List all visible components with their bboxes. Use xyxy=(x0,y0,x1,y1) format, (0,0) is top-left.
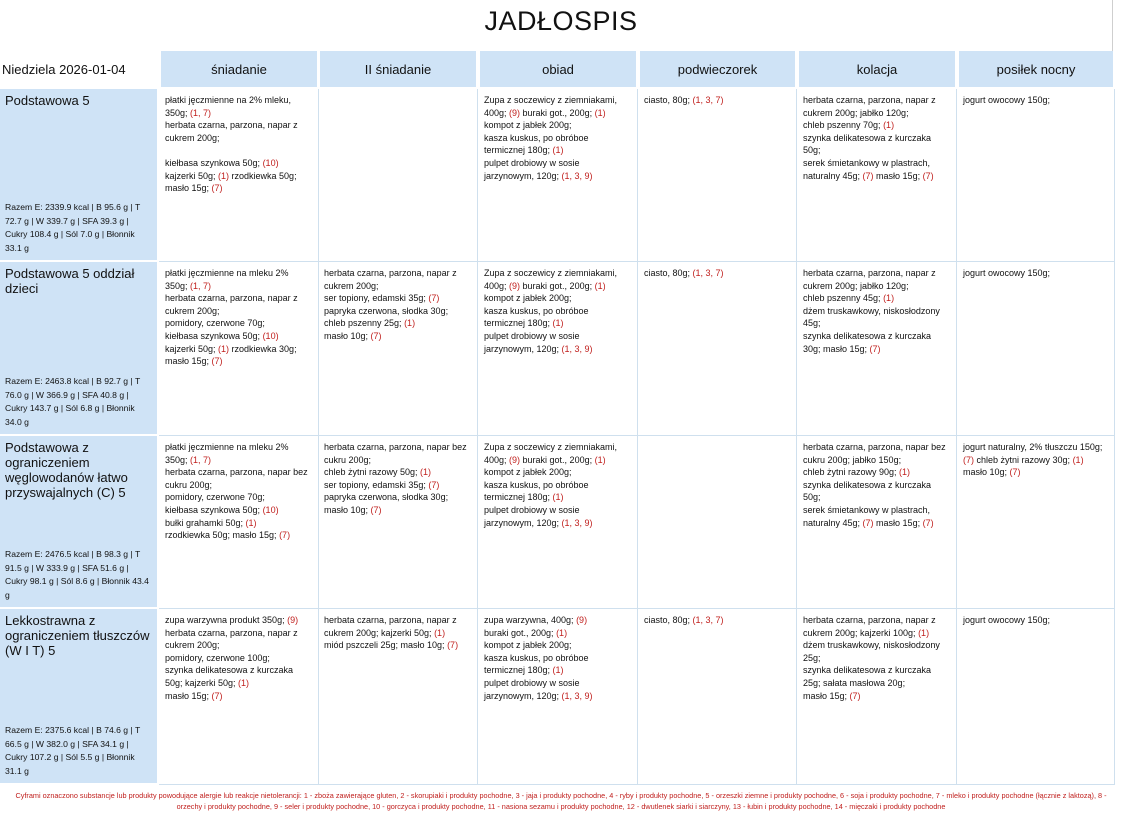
meal-cell-sniadanie xyxy=(159,262,319,436)
meal-cell-ii-sniadanie xyxy=(318,262,478,436)
allergen-codes: (7) xyxy=(862,517,874,528)
column-header-ii-sniadanie: II śniadanie xyxy=(318,51,478,87)
column-header-posilek-nocny: posiłek nocny xyxy=(957,51,1115,87)
allergen-codes: (10) xyxy=(262,504,279,515)
meal-cell-ii-sniadanie xyxy=(318,609,478,785)
meal-item-text: masło 10g; xyxy=(324,330,369,341)
allergen-codes: (1) xyxy=(552,492,564,503)
meal-cell-sniadanie xyxy=(159,436,319,609)
meal-item-text: kajzerki 50g; xyxy=(165,170,216,181)
meal-item-text: jogurt owocowy 150g; xyxy=(963,268,1051,278)
meal-item-text: miód pszczeli 25g; masło 10g; xyxy=(324,640,445,651)
allergen-codes: (7) xyxy=(447,640,459,651)
meal-item-text: masło 15g; xyxy=(873,517,923,528)
meal-cell-obiad xyxy=(478,262,638,436)
meal-cell-kolacja xyxy=(797,262,957,436)
nutrition-summary: Razem E: 2375.6 kcal | B 74.6 g | T 66.5 g | W 382.0 g | SFA 34.1 g | Cukry 107.2 g | Sól 5.5 g | Błonnik 31.1 g xyxy=(5,725,141,776)
meal-cell-kolacja xyxy=(797,609,957,785)
allergen-codes: (7) xyxy=(1009,467,1021,478)
page-title: JADŁOSPIS xyxy=(484,6,638,36)
allergen-codes: (1) xyxy=(594,454,606,465)
meal-item-text: kompot z jabłek 200g; kasza kuskus, po obróboe termicznej 180g; xyxy=(484,467,589,503)
meal-item-text: ciasto, 80g; xyxy=(644,615,693,625)
meal-item-text: płatki jęczmienne na mleku 2% 350g; xyxy=(165,442,289,465)
allergen-codes: (1, 3, 9) xyxy=(561,343,593,354)
meal-item-text: herbata czarna, parzona, napar z cukrem 200g; kajzerki 50g; xyxy=(324,615,457,638)
allergen-codes: (10) xyxy=(262,157,279,168)
meal-item-text: Zupa z soczewicy z ziemniakami, 400g; xyxy=(484,442,618,465)
allergen-codes: (1) xyxy=(594,280,606,291)
allergen-codes: (1) xyxy=(552,665,564,676)
allergen-codes: (7) xyxy=(963,454,974,465)
allergen-codes: (7) xyxy=(922,170,934,181)
meal-cell-ii-sniadanie xyxy=(318,89,478,262)
meal-cell-obiad xyxy=(478,609,638,785)
column-header-podwieczorek: podwieczorek xyxy=(638,51,797,87)
allergen-codes: (1) xyxy=(245,517,257,528)
meal-item-text: kajzerki 50g; xyxy=(165,343,216,354)
nutrition-summary: Razem E: 2463.8 kcal | B 92.7 g | T 76.0 g | W 366.9 g | SFA 40.8 g | Cukry 143.7 g | Sól 6.8 g | Błonnik 34.0 g xyxy=(5,376,141,427)
allergen-codes: (1) xyxy=(420,467,432,478)
allergen-codes: (1) xyxy=(552,145,564,156)
allergen-codes: (7) xyxy=(211,183,223,194)
meal-item-text: masło 10g; xyxy=(963,467,1010,478)
meal-item-text: kompot z jabłek 200g; kasza kuskus, po obróboe termicznej 180g; xyxy=(484,293,589,329)
meal-cell-posilek-nocny xyxy=(957,609,1115,785)
meal-item-text: pulpet drobiowy w sosie jarzynowym, 120g; xyxy=(484,504,580,528)
allergen-codes: (1) xyxy=(238,677,250,688)
diet-row-header xyxy=(0,89,157,260)
allergen-codes: (1) xyxy=(218,170,230,181)
allergen-codes: (1) xyxy=(899,467,911,478)
allergen-codes: (9) xyxy=(287,615,299,625)
meal-cell-sniadanie xyxy=(159,609,319,785)
meal-item-text: herbata czarna, parzona, napar bez cukru 200g; chleb żytni razowy 50g; xyxy=(324,442,467,478)
meal-item-text: ciasto, 80g; xyxy=(644,95,693,105)
meal-cell-posilek-nocny xyxy=(957,89,1115,262)
allergen-codes: (7) xyxy=(428,479,440,490)
meal-item-text: kompot z jabłek 200g; kasza kuskus, po obróboe termicznej 180g; xyxy=(484,120,589,156)
diet-name: Podstawowa 5 xyxy=(5,93,90,108)
meal-item-text: buraki got., 200g; xyxy=(520,107,595,118)
meal-item-text: ser topiony, edamski 35g; xyxy=(324,479,426,490)
meal-item-text: rzodkiewka 50g; masło 15g; xyxy=(165,530,277,541)
diet-row-header xyxy=(0,436,157,607)
meal-item-text: herbata czarna, parzona, napar bez cukru 200g; jabłko 150g; chleb żytni razowy 90g; xyxy=(803,442,946,478)
allergen-codes: (1, 3, 7) xyxy=(692,268,724,278)
meal-cell-podwieczorek xyxy=(638,89,797,262)
allergen-codes: (1) xyxy=(218,343,230,354)
meal-item-text: szynka delikatesowa z kurczaka 50g; serek śmietankowy w plastrach, naturalny 45g; xyxy=(803,479,932,528)
column-header-sniadanie: śniadanie xyxy=(159,51,319,87)
allergen-codes: (1) xyxy=(556,627,568,638)
meal-item-text: pulpet drobiowy w sosie jarzynowym, 120g; xyxy=(484,677,580,701)
allergen-codes: (9) xyxy=(509,107,521,118)
allergen-codes: (10) xyxy=(262,330,279,341)
allergen-codes: (9) xyxy=(509,454,521,465)
meal-item-text: zupa warzywna, 400g; xyxy=(484,615,577,625)
allergen-codes: (1, 7) xyxy=(190,454,212,465)
nutrition-summary: Razem E: 2339.9 kcal | B 95.6 g | T 72.7 g | W 339.7 g | SFA 39.3 g | Cukry 108.4 g | Sól 7.0 g | Błonnik 33.1 g xyxy=(5,202,141,253)
meal-cell-kolacja xyxy=(797,89,957,262)
allergen-codes: (7) xyxy=(211,690,223,701)
allergen-codes: (1, 3, 9) xyxy=(561,690,593,701)
allergen-codes: (1, 3, 9) xyxy=(561,517,593,528)
meal-item-text: kompot z jabłek 200g; kasza kuskus, po obróboe termicznej 180g; xyxy=(484,640,589,676)
diet-row-header xyxy=(0,262,157,434)
allergen-codes: (1, 3, 7) xyxy=(692,95,724,105)
allergen-codes: (1, 3, 7) xyxy=(692,615,724,625)
meal-item-text: buraki got., 200g; xyxy=(520,280,595,291)
allergen-codes: (7) xyxy=(869,343,881,354)
meal-item-text: masło 15g; xyxy=(873,170,923,181)
allergen-codes: (1) xyxy=(883,293,895,304)
meal-item-text: jogurt owocowy 150g; xyxy=(963,95,1051,105)
meal-item-text: herbata czarna, parzona, napar z cukrem 200g; jabłko 120g; chleb pszenny 45g; xyxy=(803,268,936,304)
diet-name: Lekkostrawna z ograniczeniem tłuszczów (W I T) 5 xyxy=(5,613,150,658)
meal-item-text: rzodkiewka 30g; masło 15g; xyxy=(165,343,297,367)
meal-item-text: Zupa z soczewicy z ziemniakami, 400g; xyxy=(484,95,618,118)
diet-name: Podstawowa z ograniczeniem węglowodanów łatwo przyswajalnych (C) 5 xyxy=(5,440,128,500)
meal-cell-sniadanie xyxy=(159,89,319,262)
column-header-kolacja: kolacja xyxy=(797,51,957,87)
meal-item-text: dżem truskawkowy, niskosłodzony 25g; szynka delikatesowa z kurczaka 25g; sałata masłowa 20g; masło 15g; xyxy=(803,640,940,701)
meal-item-text: pulpet drobiowy w sosie jarzynowym, 120g; xyxy=(484,157,580,181)
allergen-codes: (7) xyxy=(370,330,382,341)
meal-item-text: rzodkiewka 50g; masło 15g; xyxy=(165,170,297,194)
meal-item-text: pulpet drobiowy w sosie jarzynowym, 120g; xyxy=(484,330,580,354)
meal-item-text: zupa warzywna produkt 350g; xyxy=(165,615,288,625)
meal-item-text: herbata czarna, parzona, napar z cukrem 200g; kajzerki 100g; xyxy=(803,615,936,638)
meal-cell-obiad xyxy=(478,436,638,609)
meal-item-text: szynka delikatesowa z kurczaka 50g; serek śmietankowy w plastrach, naturalny 45g; xyxy=(803,132,932,181)
allergen-codes: (1, 3, 9) xyxy=(561,170,593,181)
meal-item-text: herbata czarna, parzona, napar z cukrem 200g; ser topiony, edamski 35g; xyxy=(324,268,457,304)
allergen-codes: (1) xyxy=(594,107,606,118)
meal-item-text: jogurt naturalny, 2% tłuszczu 150g; xyxy=(963,442,1103,452)
meal-item-text: ciasto, 80g; xyxy=(644,268,693,278)
allergen-codes: (9) xyxy=(576,615,588,625)
meal-item-text: herbata czarna, parzona, napar bez cukru 200g; pomidory, czerwone 70g; kiełbasa szynkowa 50g; xyxy=(165,467,308,515)
meal-item-text: herbata czarna, parzona, napar z cukrem 200g; pomidory, czerwone 70g; kiełbasa szynkowa 50g; xyxy=(165,293,298,341)
allergen-legend: Cyframi oznaczono substancje lub produkty powodujące alergie lub reakcje nietolerancji: 1 - zboża zawierające gluten, 2 - skorupiaki i produkty pochodne, 3 - jaja i produkty pochodne, 4 - ryby i produkty pochodne, 5 - orzeszki ziemne i produkty pochodne, 6 - soja i produkty pochodne, 7 - mleko i produkty pochodne (łącznie z laktozą), 8 - orzechy i produkty pochodne, 9 - seler i produkty pochodne, 10 - gorczyca i produkty pochodne, 11 - nasiona sezamu i produkty pochodne, 12 - dwutlenek siarki i siarczyny, 13 - łubin i produkty pochodne, 14 - mięczaki i produkty pochodne xyxy=(15,791,1107,811)
meal-item-text: herbata czarna, parzona, napar z cukrem 200g; jabłko 120g; chleb pszenny 70g; xyxy=(803,95,936,131)
meal-item-text: buraki got., 200g; xyxy=(484,627,554,638)
allergen-codes: (1, 7) xyxy=(190,280,212,291)
allergen-codes: (1) xyxy=(404,318,416,329)
allergen-codes: (1) xyxy=(552,318,564,329)
allergen-codes: (7) xyxy=(279,530,291,541)
meal-cell-kolacja xyxy=(797,436,957,609)
meal-cell-podwieczorek xyxy=(638,262,797,436)
allergen-codes: (9) xyxy=(509,280,521,291)
allergen-codes: (7) xyxy=(862,170,874,181)
column-header-obiad: obiad xyxy=(478,51,638,87)
diet-name: Podstawowa 5 oddział dzieci xyxy=(5,266,135,296)
meal-item-text: papryka czerwona, słodka 30g; masło 10g; xyxy=(324,492,449,515)
meal-cell-posilek-nocny xyxy=(957,262,1115,436)
meal-item-text: bułki grahamki 50g; xyxy=(165,517,244,528)
meal-item-text: herbata czarna, parzona, napar z cukrem 200g; kiełbasa szynkowa 50g; xyxy=(165,120,298,168)
meal-cell-ii-sniadanie xyxy=(318,436,478,609)
allergen-codes: (1) xyxy=(434,627,446,638)
meal-item-text: płatki jęczmienne na mleku 2% 350g; xyxy=(165,268,289,291)
diet-row-header xyxy=(0,609,157,783)
allergen-codes: (7) xyxy=(211,356,223,367)
meal-item-text: dżem truskawkowy, niskosłodzony 45g; szynka delikatesowa z kurczaka 30g; masło 15g; xyxy=(803,305,940,354)
allergen-codes: (1, 7) xyxy=(190,107,212,118)
date-label: Niedziela 2026-01-04 xyxy=(2,62,126,77)
meal-cell-podwieczorek xyxy=(638,609,797,785)
meal-item-text: płatki jęczmienne na 2% mleku, 350g; xyxy=(165,95,292,118)
meal-item-text: papryka czerwona, słodka 30g; chleb pszenny 25g; xyxy=(324,305,449,329)
meal-item-text: buraki got., 200g; xyxy=(520,454,595,465)
meal-item-text: chleb żytni razowy 30g; xyxy=(974,454,1073,465)
meal-item-text: jogurt owocowy 150g; xyxy=(963,615,1051,625)
allergen-codes: (7) xyxy=(370,504,382,515)
nutrition-summary: Razem E: 2476.5 kcal | B 98.3 g | T 91.5 g | W 333.9 g | SFA 51.6 g | Cukry 98.1 g | Sól 8.6 g | Błonnik 43.4 g xyxy=(5,549,149,600)
meal-cell-posilek-nocny xyxy=(957,436,1115,609)
meal-item-text: masło 15g; xyxy=(165,690,210,701)
allergen-codes: (1) xyxy=(883,120,895,131)
allergen-codes: (7) xyxy=(849,690,861,701)
meal-item-text: herbata czarna, parzona, napar z cukrem 200g; pomidory, czerwone 100g; szynka delikatesowa z kurczaka 50g; kajzerki 50g; xyxy=(165,627,298,688)
meal-cell-podwieczorek xyxy=(638,436,797,609)
allergen-codes: (1) xyxy=(918,627,930,638)
meal-cell-obiad xyxy=(478,89,638,262)
meal-item-text: Zupa z soczewicy z ziemniakami, 400g; xyxy=(484,268,618,291)
allergen-codes: (7) xyxy=(428,293,440,304)
allergen-codes: (7) xyxy=(922,517,934,528)
allergen-codes: (1) xyxy=(1072,454,1084,465)
